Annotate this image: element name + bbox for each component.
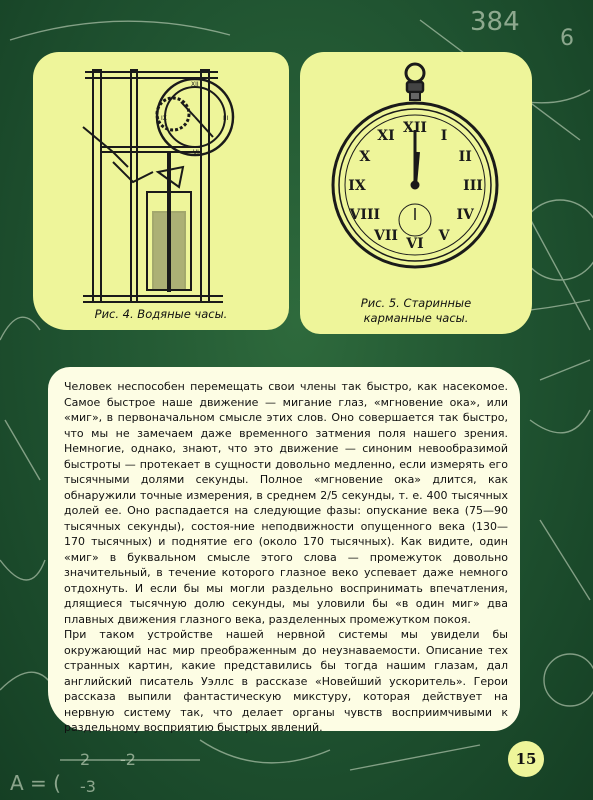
body-text (64, 379, 508, 736)
svg-text:A = (: A = ( (10, 771, 61, 795)
chalk-number-384: 384 (470, 7, 520, 37)
figure-5-caption (300, 296, 532, 326)
water-clock-illustration (73, 62, 263, 307)
clock-numeral: VI (406, 236, 424, 252)
svg-text:2: 2 (80, 750, 91, 769)
clock-numeral: III (463, 178, 483, 194)
figure-5-caption-line-2: карманные часы. (363, 311, 469, 325)
clock-numeral: IV (456, 207, 474, 223)
clock-numeral: V (438, 228, 450, 245)
clock-numeral: VIII (349, 207, 381, 223)
svg-text:IX: IX (161, 115, 167, 122)
clock-numeral: I (440, 127, 448, 144)
clock-numeral: II (458, 149, 472, 165)
clock-numeral: X (359, 149, 371, 165)
pocket-watch-illustration (330, 60, 500, 280)
main-text-panel (48, 367, 520, 734)
paragraph: Человек неспособен перемещать свои члены так быстро, как насекомое. Самое быстрое наше движение — мигание глаз, «мгновение ока», или «миг», в первоначальном смысле этих слов. Оно совершается так быстро, что мы не замечаем даже временного затмения поля нашего зрения. Немногие, однако, знают, что это движение — синоним невообразимой быстроты — протекает в сущности довольно медленно, если измерять его тысячными долями секунды. Полное «мгновение ока» длится, как обнаружили точные измерения, в среднем 2/5 секунды, т. е. 400 тысячных долей ее. Оно распадается на следующие фазы: опускание века (75—90 тысячных секунды), состоя-ние неподвижности опущенного века (130—170 тысячных) и поднятие его (около 170 тысячных). Как видите, один «миг» в буквальном смысле этого слова — промежуток довольно значительный, в течение которого глазное веко успевает даже немного отдохнуть. И если бы мы могли раздельно воспринимать впечатления, длящиеся тысячную долю секунды, мы уловили бы «в один миг» два плавных движения глазного века, разделенных промежутком покоя. (64, 380, 508, 626)
figure-5-caption-line-1: Рис. 5. Старинные (360, 296, 472, 310)
svg-text:III: III (223, 115, 229, 122)
clock-numeral: VII (374, 228, 398, 245)
page-number: 15 (508, 741, 544, 777)
svg-text:VI: VI (193, 149, 199, 156)
svg-text:-3: -3 (80, 777, 96, 796)
clock-numeral: IX (348, 178, 366, 194)
figure-4-caption: Рис. 4. Водяные часы. (94, 307, 228, 321)
clock-numeral: XII (403, 120, 427, 136)
paragraph: При таком устройстве нашей нервной системы мы увидели бы окружающий нас мир преображенным до неузнаваемости. Описание тех странных картин, какие представились бы тогда нашим глазам, дал английский писатель Уэллс в рассказе «Новейший ускоритель». Герои рассказа выпили фантастическую микстуру, которая действует на нервную систему так, что делает органы чувств восприимчивыми к раздельному восприятию быстрых явлений. (64, 628, 508, 734)
svg-text:-2: -2 (120, 750, 136, 769)
figure-5-panel (300, 52, 532, 334)
figure-4-panel (33, 52, 289, 330)
clock-numeral: XI (377, 127, 395, 144)
svg-text:6: 6 (560, 26, 574, 51)
svg-text:XII: XII (191, 81, 199, 88)
